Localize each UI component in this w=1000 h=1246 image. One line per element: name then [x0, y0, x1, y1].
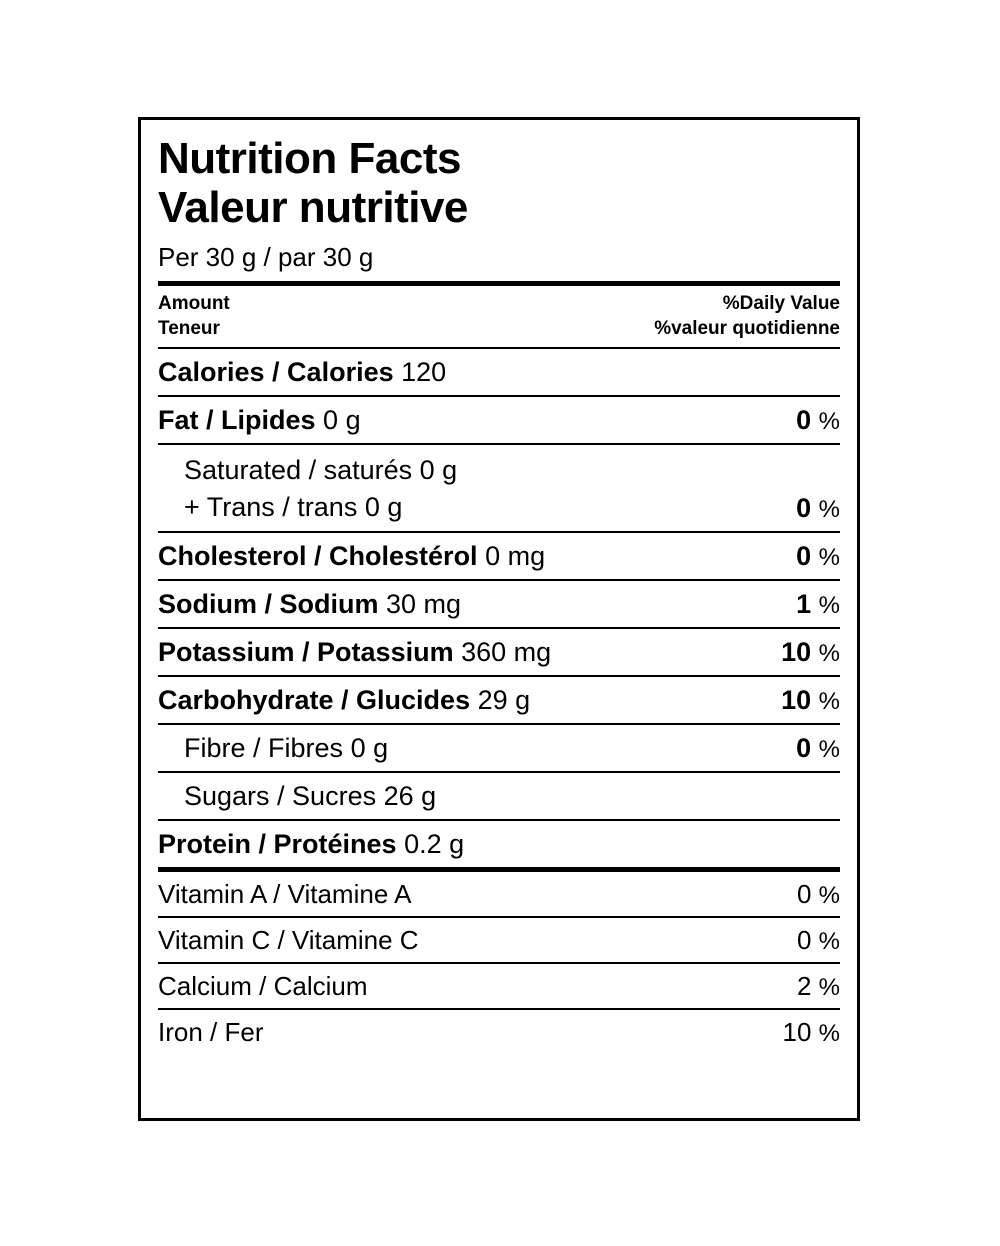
nutrient-name: Cholesterol / Cholestérol [158, 541, 478, 572]
nutrient-dv: 0 [796, 924, 812, 955]
nutrition-facts-panel [138, 117, 860, 1121]
nutrient-name: Fibre / Fibres [184, 732, 344, 763]
amount-header-french: Teneur [158, 317, 220, 339]
percent-sign: % [818, 687, 840, 715]
serving-size: Per 30 g / par 30 g [158, 241, 374, 272]
nutrient-name: Protein / Protéines [158, 828, 397, 859]
nutrient-name: Sodium / Sodium [158, 588, 379, 619]
percent-sign: % [818, 973, 840, 1001]
table-row [158, 349, 840, 395]
nutrient-amount: 120 [401, 357, 447, 388]
table-row [158, 725, 840, 771]
nutrient-amount: 30 mg [386, 588, 462, 619]
dv-header-english: %Daily Value [722, 292, 840, 314]
nutrient-name: Carbohydrate / Glucides [158, 684, 471, 715]
nutrient-amount: 29 g [477, 684, 531, 715]
nutrient-amount: 26 g [383, 780, 437, 811]
nutrient-amount: 0 g [350, 732, 389, 763]
percent-sign: % [818, 591, 840, 619]
nutrient-name: Potassium / Potassium [158, 636, 454, 667]
table-row [158, 964, 840, 1008]
label-title-english: Nutrition Facts [158, 134, 461, 183]
amount-header-english: Amount [158, 292, 230, 314]
nutrient-amount: 0 g [364, 491, 403, 522]
table-row [158, 445, 840, 531]
nutrient-name: Calcium / Calcium [158, 970, 368, 1001]
percent-sign: % [818, 735, 840, 763]
percent-sign: % [818, 544, 840, 572]
nutrient-name: Vitamin C / Vitamine C [158, 924, 419, 955]
nutrient-dv: 2 [796, 970, 812, 1001]
nutrient-dv: 0 [796, 732, 812, 763]
nutrient-name: Vitamin A / Vitamine A [158, 878, 412, 909]
nutrient-amount: 0 g [323, 405, 361, 436]
percent-sign: % [818, 1019, 840, 1047]
nutrient-name: + Trans / trans [184, 491, 358, 522]
percent-sign: % [818, 927, 840, 955]
nutrient-amount: 360 mg [461, 636, 552, 667]
nutrient-amount: 0 g [419, 455, 458, 486]
nutrient-dv: 0 [796, 405, 812, 436]
nutrient-amount: 0 mg [485, 541, 546, 572]
percent-sign: % [818, 639, 840, 667]
nutrition-facts-content [158, 136, 840, 1054]
percent-sign: % [818, 496, 840, 524]
table-row [158, 397, 840, 443]
table-row [158, 773, 840, 819]
nutrient-amount: 0.2 g [404, 828, 465, 859]
label-title-french: Valeur nutritive [158, 182, 468, 232]
table-row [158, 581, 840, 627]
table-row [158, 533, 840, 579]
dv-header-french: %valeur quotidienne [654, 317, 840, 339]
table-row [158, 872, 840, 916]
nutrient-dv: 10 [781, 684, 812, 715]
nutrient-name: Calories / Calories [158, 357, 394, 388]
percent-sign: % [818, 408, 840, 436]
table-row [158, 629, 840, 675]
nutrient-dv: 0 [796, 878, 812, 909]
nutrient-name: Fat / Lipides [158, 405, 316, 436]
nutrient-dv: 0 [796, 541, 812, 572]
table-row [158, 918, 840, 962]
nutrient-dv: 1 [796, 588, 812, 619]
table-row [158, 821, 840, 867]
nutrient-name: Saturated / saturés [184, 455, 413, 486]
daily-value-header [158, 286, 840, 347]
nutrient-dv: 0 [796, 493, 812, 524]
percent-sign: % [818, 881, 840, 909]
nutrient-dv: 10 [782, 1016, 812, 1047]
nutrient-name: Iron / Fer [158, 1016, 264, 1047]
nutrient-dv: 10 [781, 636, 812, 667]
table-row [158, 677, 840, 723]
nutrient-name: Sugars / Sucres [184, 780, 377, 811]
table-row [158, 1010, 840, 1054]
